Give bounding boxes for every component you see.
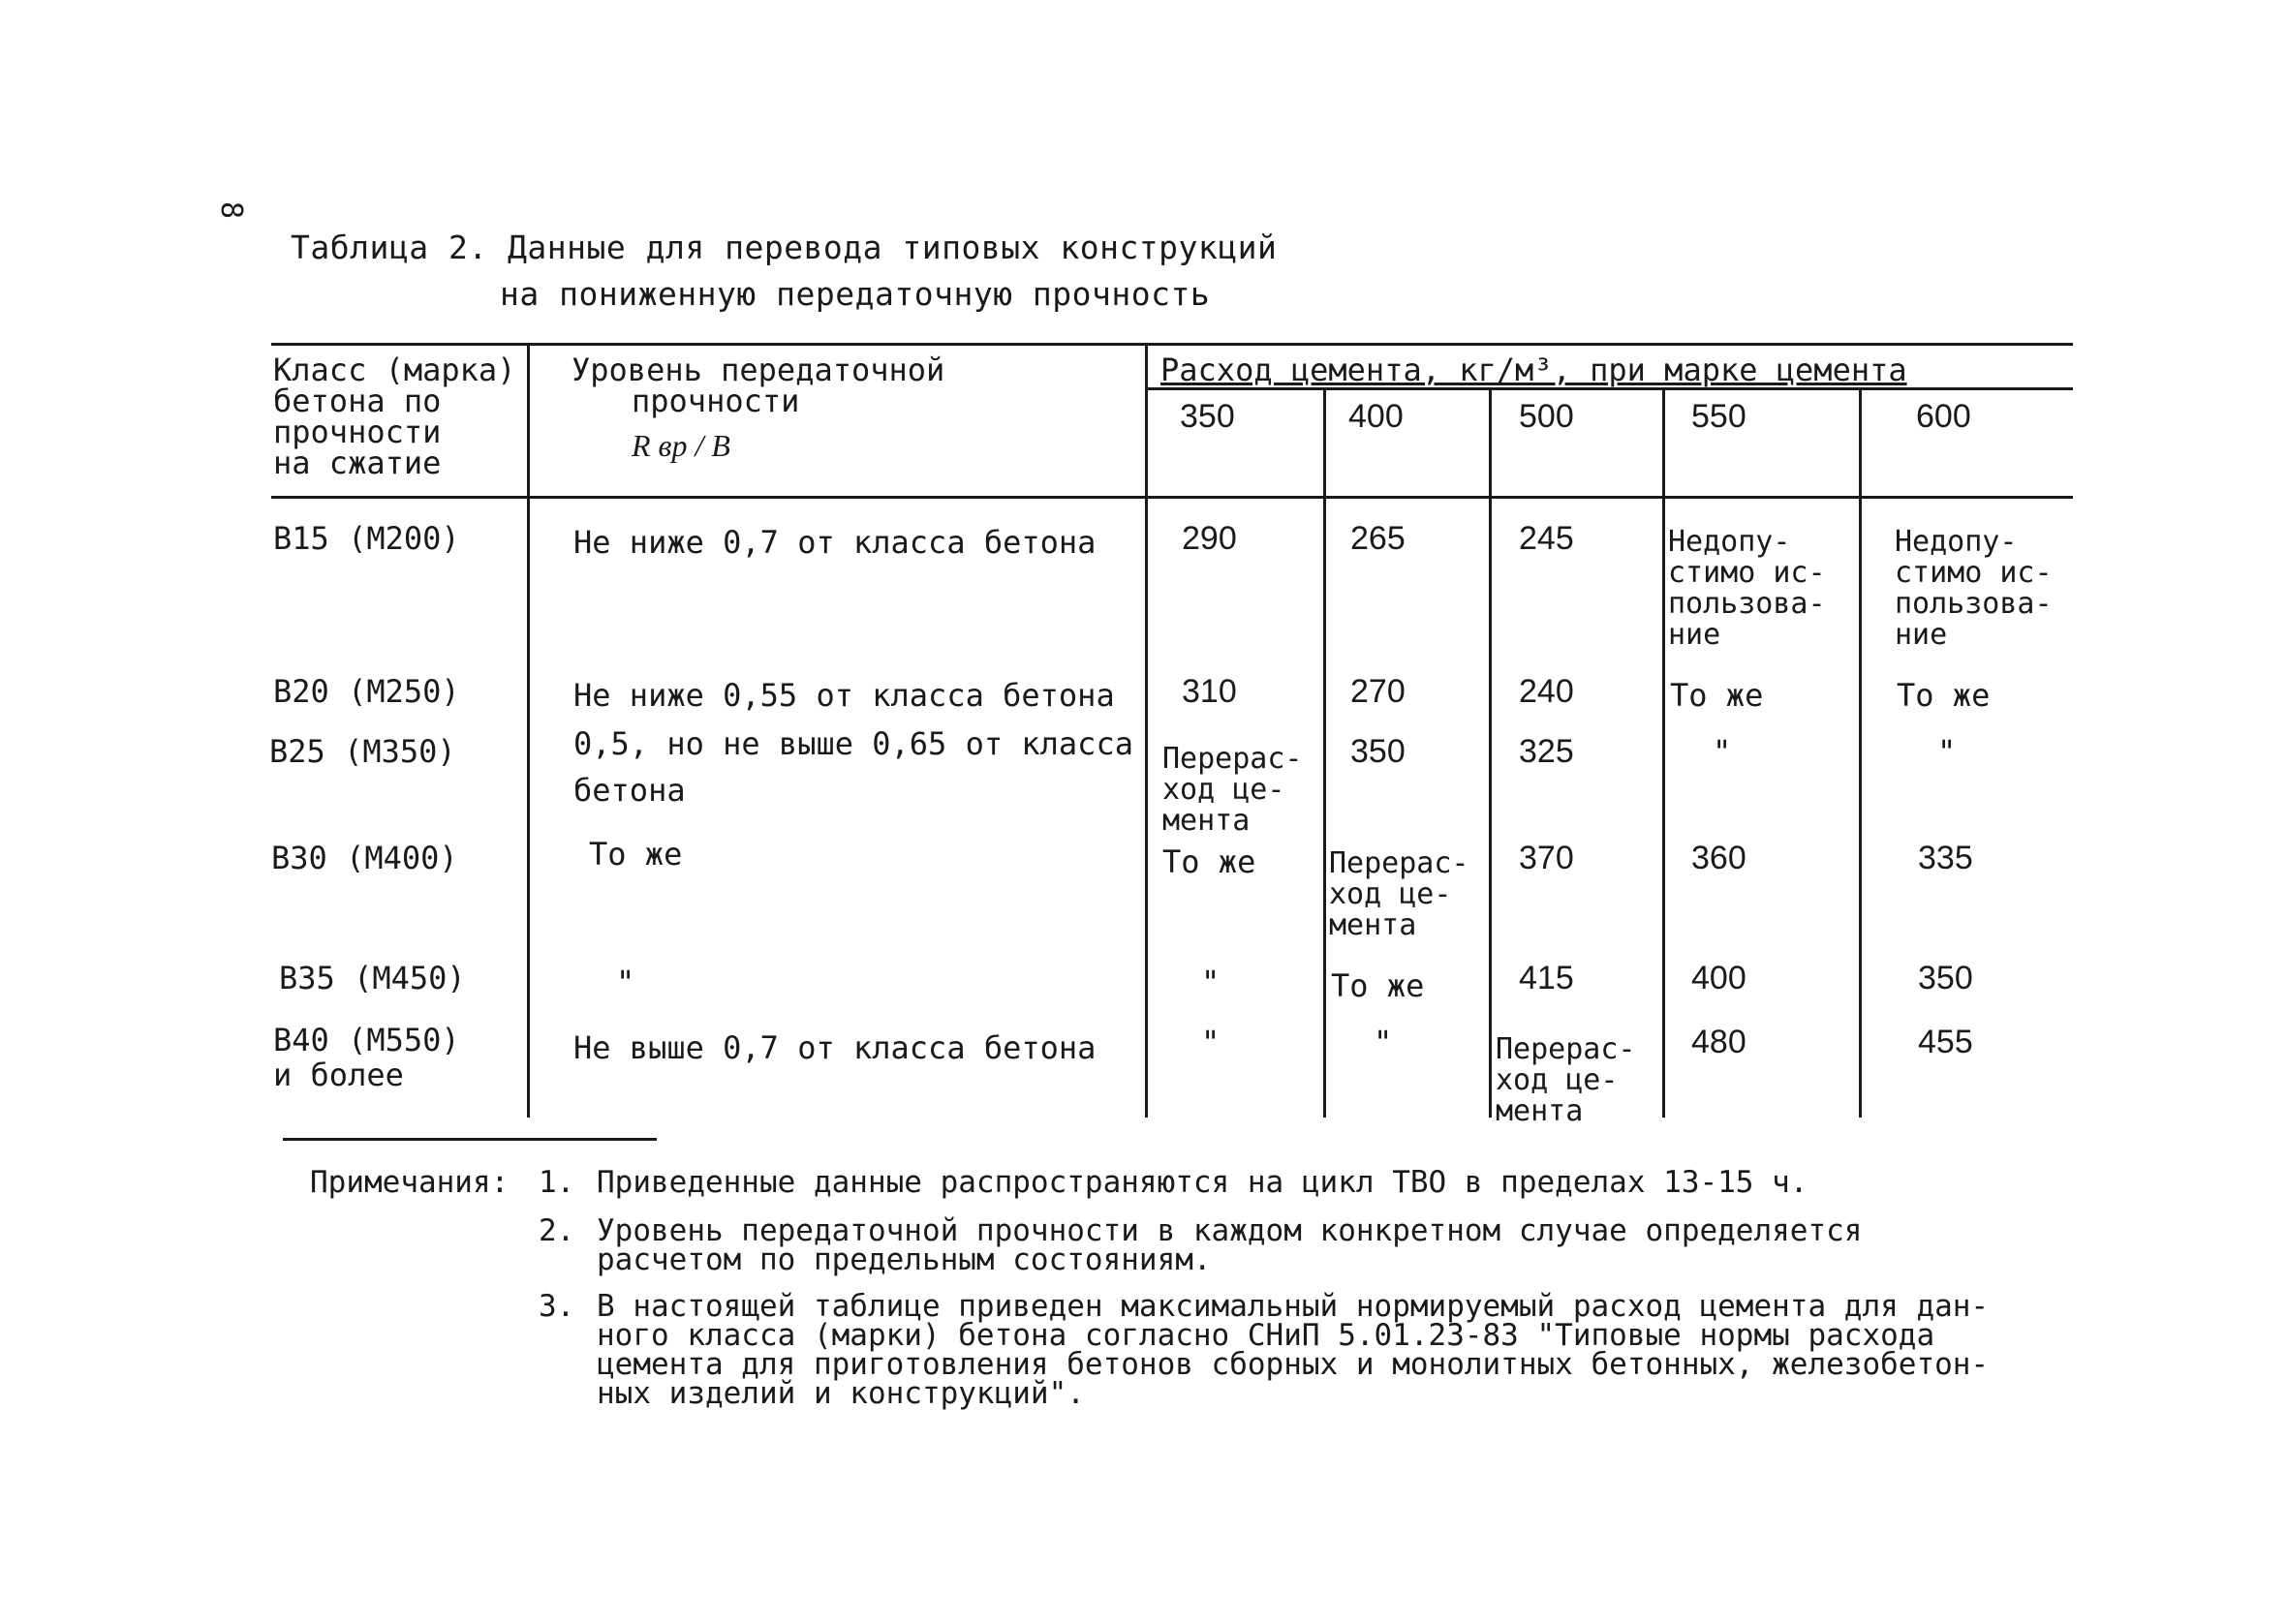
row-4-value-600: 335 [1918, 840, 1973, 876]
row-1-value-600-line-1: Недопу- [1895, 525, 2018, 559]
row-3-level-line-2: бетона [573, 772, 686, 809]
table-top-rule [271, 343, 2073, 346]
row-2-value-350: 310 [1182, 673, 1237, 710]
header-bottom-rule [271, 496, 2073, 499]
row-1-value-600-line-4: ние [1895, 618, 1948, 652]
page-number: 8 [214, 201, 248, 220]
row-5-class: В35 (М450) [279, 960, 466, 996]
row-3-value-350-line-2: ход це- [1162, 773, 1285, 807]
row-1-value-550-line-4: ние [1668, 618, 1721, 652]
row-6-class-line-1: В40 (М550) [273, 1022, 460, 1058]
row-2-level: Не ниже 0,55 от класса бетона [573, 677, 1115, 714]
header-level-line-1: Уровень передаточной [572, 352, 945, 388]
row-1-value-400: 265 [1350, 520, 1406, 557]
row-4-value-550: 360 [1691, 840, 1746, 876]
footnote-rule [283, 1138, 657, 1141]
row-4-level: То же [589, 836, 683, 873]
row-4-value-400-line-1: Перерас- [1329, 846, 1469, 880]
row-2-value-600: То же [1897, 677, 1991, 714]
row-1-level: Не ниже 0,7 от класса бетона [573, 524, 1097, 561]
row-5-value-550: 400 [1691, 960, 1746, 996]
row-3-value-400: 350 [1350, 733, 1406, 770]
row-6-value-500-line-1: Перерас- [1496, 1032, 1636, 1066]
note-3-line-2: ного класса (марки) бетона согласно СНиП 5.01.23-83 "Типовые нормы расхода [597, 1318, 1935, 1353]
row-3-value-600: " [1937, 733, 1957, 770]
column-divider-2 [1145, 343, 1148, 1118]
row-1-value-550-line-3: пользова- [1668, 587, 1826, 621]
row-6-value-500-line-3: мента [1496, 1094, 1584, 1128]
row-1-value-600-line-2: стимо ис- [1895, 556, 2053, 590]
note-1-line-1: Приведенные данные распространяются на цикл ТВО в пределах 13-15 ч. [597, 1165, 1808, 1200]
notes-label: Примечания: [310, 1165, 510, 1200]
column-divider-4 [1489, 387, 1492, 1118]
row-1-value-550-line-2: стимо ис- [1668, 556, 1826, 590]
row-4-value-350: То же [1162, 843, 1256, 880]
row-4-value-500: 370 [1519, 840, 1574, 876]
note-2-number: 2. [539, 1213, 575, 1248]
note-2-line-2: расчетом по предельным состояниям. [597, 1242, 1212, 1277]
row-6-level: Не выше 0,7 от класса бетона [573, 1029, 1097, 1066]
row-3-level-line-1: 0,5, но не выше 0,65 от класса [573, 725, 1133, 762]
row-3-class: В25 (М350) [269, 733, 456, 770]
row-1-value-600-line-3: пользова- [1895, 587, 2053, 621]
row-3-value-500: 325 [1519, 733, 1574, 770]
note-3-number: 3. [539, 1289, 575, 1324]
header-class-line-4: на сжатие [273, 444, 442, 481]
grade-500: 500 [1519, 398, 1574, 435]
row-2-class: В20 (М250) [273, 673, 460, 710]
row-2-value-400: 270 [1350, 673, 1406, 710]
grade-600: 600 [1916, 398, 1971, 435]
table-title-continued: на пониженную передаточную прочность [500, 275, 1211, 313]
row-6-value-550: 480 [1691, 1024, 1746, 1060]
header-class-line-3: прочности [273, 414, 442, 450]
row-6-value-350: " [1201, 1024, 1221, 1060]
row-6-value-500-line-2: ход це- [1496, 1063, 1619, 1097]
row-6-class-line-2: и более [273, 1057, 404, 1093]
row-4-value-400-line-2: ход це- [1329, 877, 1452, 911]
column-divider-5 [1662, 387, 1665, 1118]
row-5-value-350: " [1201, 964, 1221, 1000]
table-title: Таблица 2. Данные для перевода типовых конструкций [291, 229, 1278, 266]
row-3-value-350-line-1: Перерас- [1162, 742, 1303, 776]
note-3-line-1: В настоящей таблице приведен максимальный нормируемый расход цемента для дан- [597, 1289, 1990, 1324]
note-3-line-3: цемента для приготовления бетонов сборных и монолитных бетонных, железобетон- [597, 1347, 1990, 1382]
row-5-level: " [616, 964, 635, 1000]
row-4-value-400-line-3: мента [1329, 908, 1417, 942]
row-6-value-600: 455 [1918, 1024, 1973, 1060]
grade-550: 550 [1691, 398, 1746, 435]
row-3-value-350-line-3: мента [1162, 804, 1251, 838]
column-divider-1 [527, 343, 530, 1118]
row-2-value-500: 240 [1519, 673, 1574, 710]
row-5-value-600: 350 [1918, 960, 1973, 996]
header-level-formula: R вр / B [632, 428, 730, 463]
note-1-number: 1. [539, 1165, 575, 1200]
grade-350: 350 [1180, 398, 1235, 435]
row-1-value-500: 245 [1519, 520, 1574, 557]
row-3-value-550: " [1713, 733, 1732, 770]
column-divider-3 [1323, 387, 1326, 1118]
header-class-line-2: бетона по [273, 383, 442, 419]
header-class-line-1: Класс (марка) [273, 352, 516, 388]
row-5-value-500: 415 [1519, 960, 1574, 996]
row-1-value-550-line-1: Недопу- [1668, 525, 1791, 559]
header-consumption: Расход цемента, кг/м³, при марке цемента [1160, 352, 1907, 388]
row-2-value-550: То же [1670, 677, 1764, 714]
row-6-value-400: " [1374, 1024, 1393, 1060]
note-3-line-4: ных изделий и конструкций". [597, 1376, 1085, 1411]
row-1-class: В15 (М200) [273, 520, 460, 557]
row-4-class: В30 (М400) [271, 840, 458, 876]
header-level-line-2: прочности [632, 383, 800, 419]
row-5-value-400: То же [1331, 967, 1425, 1004]
grade-400: 400 [1348, 398, 1404, 435]
row-1-value-350: 290 [1182, 520, 1237, 557]
note-2-line-1: Уровень передаточной прочности в каждом конкретном случае определяется [597, 1213, 1863, 1248]
column-divider-6 [1859, 387, 1862, 1118]
